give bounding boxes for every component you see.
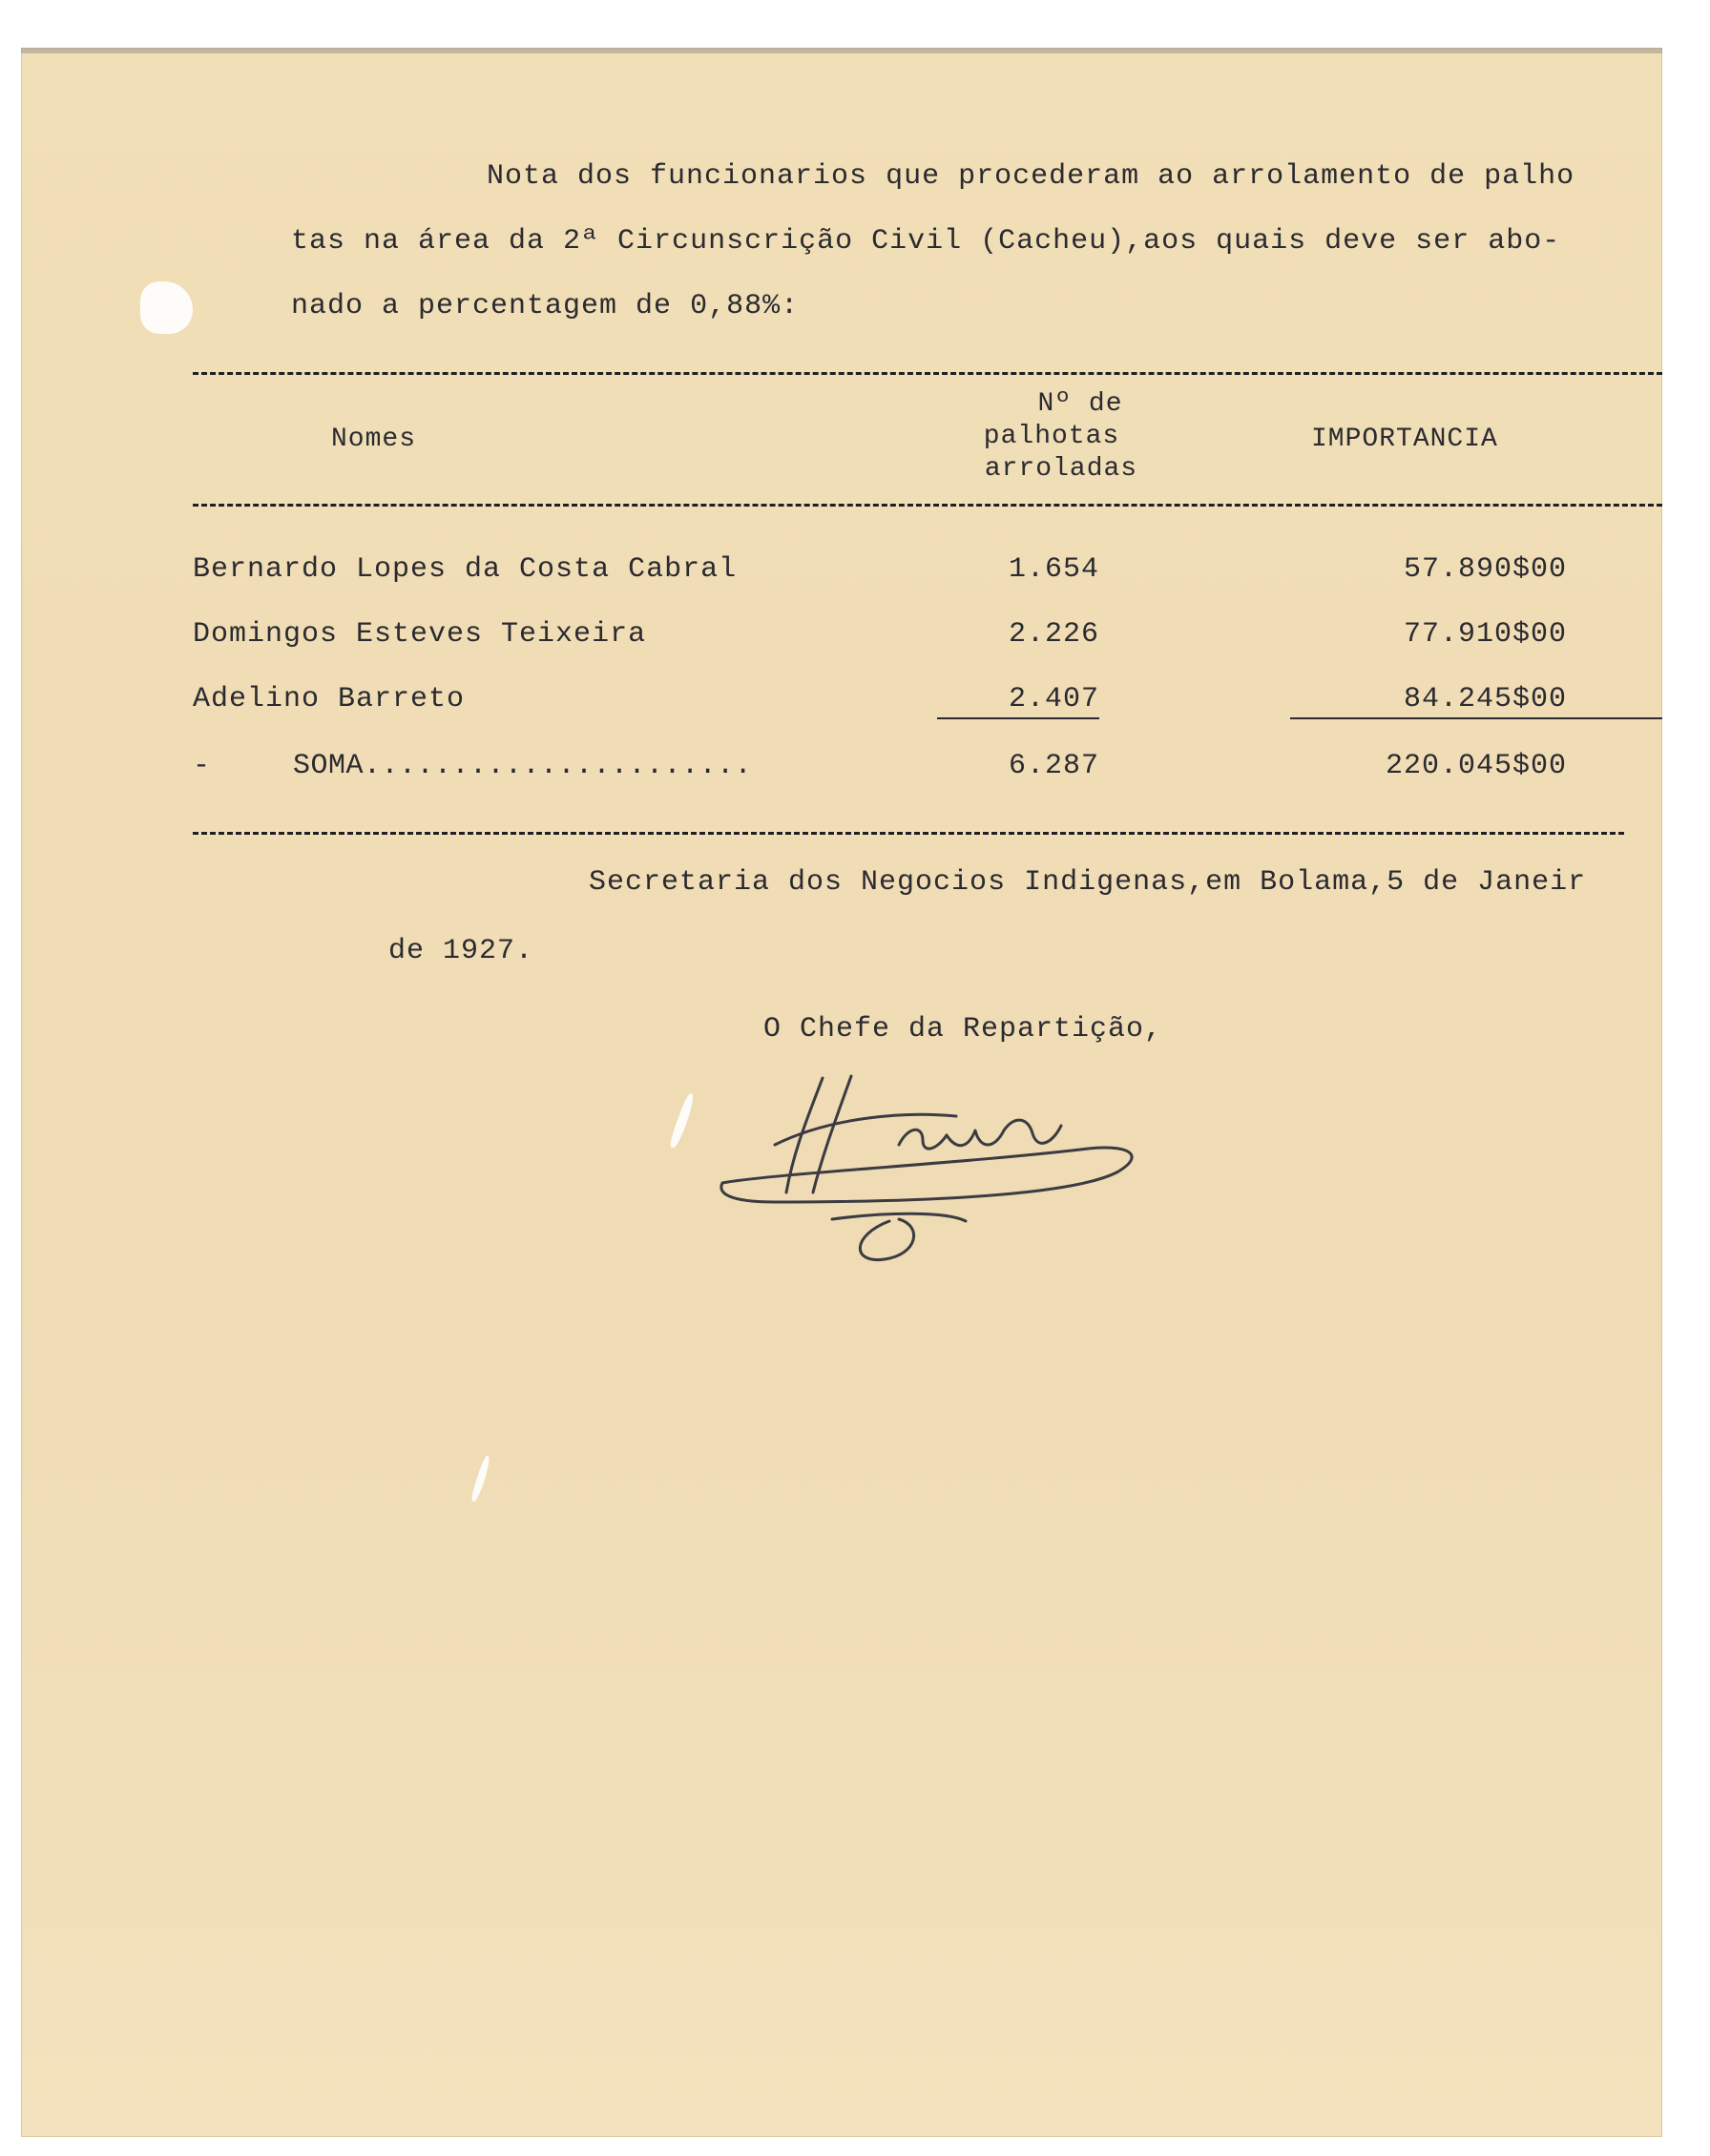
palhotas-sum-underline [937, 717, 1099, 719]
document-page [21, 48, 1662, 2137]
paper-tear-mark [140, 281, 193, 334]
header-importancia: IMPORTANCIA [1311, 425, 1498, 454]
table-header-rule [193, 504, 1662, 507]
intro-line-2: tas na área da 2ª Circunscrição Civil (Cacheu),aos quais deve ser abo- [291, 225, 1561, 258]
header-palhotas-2: palhotas [983, 422, 1120, 451]
soma-importancia: 220.045$00 [1385, 750, 1567, 782]
table-bottom-rule [193, 832, 1624, 835]
row-importancia: 57.890$00 [1403, 553, 1567, 586]
intro-line-3: nado a percentagem de 0,88%: [291, 290, 800, 322]
row-importancia: 84.245$00 [1403, 683, 1567, 715]
header-palhotas-1: Nº de [1037, 389, 1123, 419]
signature-image [718, 1059, 1214, 1269]
signoff: O Chefe da Repartição, [763, 1013, 1163, 1046]
soma-palhotas: 6.287 [1008, 750, 1099, 782]
paper-scratch-mark [668, 1092, 697, 1150]
place-date-line-2: de 1927. [388, 935, 534, 967]
table-top-rule [193, 372, 1662, 375]
soma-label: SOMA...................... [293, 750, 753, 782]
paper-scratch-mark [469, 1455, 491, 1503]
row-palhotas: 2.226 [1008, 618, 1099, 651]
row-palhotas: 1.654 [1008, 553, 1099, 586]
row-nome: Bernardo Lopes da Costa Cabral [193, 553, 738, 586]
place-date-line-1: Secretaria dos Negocios Indigenas,em Bolama,5 de Janeir [589, 866, 1587, 899]
row-palhotas: 2.407 [1008, 683, 1099, 715]
intro-line-1: Nota dos funcionarios que procederam ao arrolamento de palho [487, 160, 1575, 193]
importancia-sum-underline [1290, 717, 1662, 719]
header-nomes: Nomes [331, 425, 417, 454]
soma-dash: - [193, 750, 212, 782]
row-nome: Adelino Barreto [193, 683, 466, 715]
header-palhotas-3: arroladas [984, 454, 1138, 484]
row-importancia: 77.910$00 [1403, 618, 1567, 651]
row-nome: Domingos Esteves Teixeira [193, 618, 647, 651]
